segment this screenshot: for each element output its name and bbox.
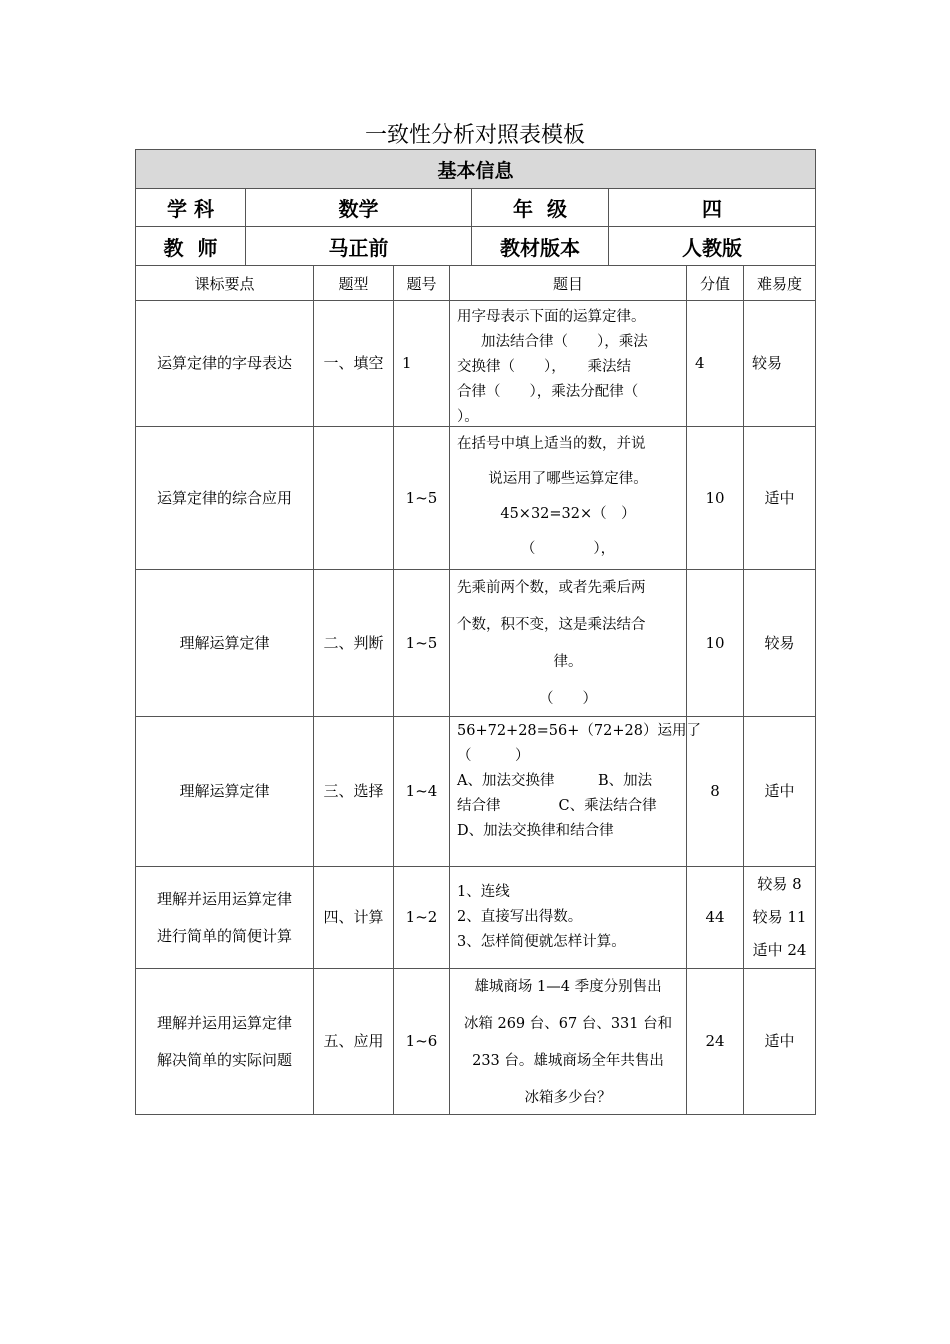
row-2-score-text: 10 bbox=[705, 488, 725, 507]
row-6-point-line: 解决简单的实际问题 bbox=[156, 1050, 292, 1069]
row-4-type-text: 三、选择 bbox=[323, 782, 384, 800]
table-row-2-type bbox=[313, 426, 394, 570]
row-1-question-line: 用字母表示下面的运算定律。 bbox=[457, 309, 646, 325]
row-4-question-line: D、加法交换律和结合律 bbox=[457, 823, 614, 839]
col-header-score bbox=[686, 265, 744, 301]
row-3-point-text: 理解运算定律 bbox=[179, 633, 270, 652]
subject-value-cell bbox=[245, 188, 472, 227]
col-header-score-text: 分值 bbox=[699, 274, 730, 293]
table-row-4-type bbox=[313, 716, 394, 867]
row-3-question-line: 律。 bbox=[553, 654, 583, 670]
basic-info-header bbox=[135, 149, 816, 189]
row-3-num-text: 1~5 bbox=[405, 633, 438, 652]
table-row-5-type bbox=[313, 866, 394, 969]
table-row-4-num bbox=[393, 716, 450, 867]
table-row-1-type bbox=[313, 300, 394, 427]
teacher-value-cell bbox=[245, 226, 472, 266]
row-2-difficulty-text: 适中 bbox=[764, 488, 795, 507]
table-row-1-difficulty bbox=[743, 300, 816, 427]
grade-value: 四 bbox=[702, 197, 722, 221]
row-4-difficulty-text: 适中 bbox=[764, 782, 795, 800]
row-3-type-text: 二、判断 bbox=[323, 633, 384, 652]
row-6-question-line: 雄城商场 1—4 季度分别售出 bbox=[474, 979, 662, 995]
col-header-point-text: 课标要点 bbox=[194, 274, 255, 293]
table-row-4-difficulty bbox=[743, 716, 816, 867]
row-5-question-line: 1、连线 bbox=[457, 884, 510, 900]
table-row-5-difficulty bbox=[743, 866, 816, 969]
table-row-6-type bbox=[313, 968, 394, 1115]
table-row-2-difficulty bbox=[743, 426, 816, 570]
col-header-difficulty-text: 难易度 bbox=[756, 274, 802, 293]
table-row-2-question bbox=[449, 426, 687, 570]
row-3-score-text: 10 bbox=[705, 633, 725, 652]
table-row-5-question bbox=[449, 866, 687, 969]
subject-label-cell bbox=[135, 188, 246, 227]
col-header-question-text: 题目 bbox=[552, 274, 583, 293]
row-5-num-text: 1~2 bbox=[405, 908, 438, 926]
col-header-num-text: 题号 bbox=[406, 274, 437, 293]
row-2-question-line: （ ）， bbox=[520, 541, 616, 557]
row-3-difficulty-text: 较易 bbox=[764, 633, 795, 652]
row-6-num-text: 1~6 bbox=[405, 1032, 438, 1050]
row-6-question-line: 233 台。雄城商场全年共售出 bbox=[472, 1053, 664, 1069]
table-row-4-point bbox=[135, 716, 314, 867]
col-header-type bbox=[313, 265, 394, 301]
row-1-point-text: 运算定律的字母表达 bbox=[156, 354, 292, 372]
row-6-score-text: 24 bbox=[705, 1032, 725, 1050]
row-6-difficulty-text: 适中 bbox=[764, 1032, 795, 1050]
row-5-point-line: 理解并运用运算定律 bbox=[156, 889, 292, 908]
row-2-question-line: 45×32=32×（ ） bbox=[500, 506, 636, 522]
teacher-label-cell bbox=[135, 226, 246, 266]
row-1-type-text: 一、填空 bbox=[323, 354, 384, 372]
table-row-6-point bbox=[135, 968, 314, 1115]
row-5-point-line: 进行简单的简便计算 bbox=[156, 926, 292, 945]
row-3-question-line: 先乘前两个数，或者先乘后两 bbox=[457, 580, 646, 596]
table-row-2-score bbox=[686, 426, 744, 570]
row-3-question-line: （ ） bbox=[539, 691, 597, 707]
table-row-6-difficulty bbox=[743, 968, 816, 1115]
col-header-point bbox=[135, 265, 314, 301]
table-row-2-point bbox=[135, 426, 314, 570]
table-row-6-question bbox=[449, 968, 687, 1115]
table-row-3-difficulty bbox=[743, 569, 816, 717]
row-5-score-text: 44 bbox=[705, 908, 725, 926]
row-1-question-line: 交换律（ ）， 乘法结 bbox=[457, 359, 631, 375]
teacher-value: 马正前 bbox=[328, 235, 389, 260]
row-1-difficulty-text: 较易 bbox=[752, 354, 783, 372]
table-row-5-num bbox=[393, 866, 450, 969]
row-4-num-text: 1~4 bbox=[405, 782, 438, 800]
edition-label: 教材版本 bbox=[500, 235, 580, 260]
col-header-num bbox=[393, 265, 450, 301]
edition-value-cell bbox=[608, 226, 816, 266]
row-2-question-line: 在括号中填上适当的数，并说 bbox=[457, 436, 646, 452]
table-row-2-num bbox=[393, 426, 450, 570]
subject-label: 学 科 bbox=[167, 197, 214, 221]
table-row-4-score bbox=[686, 716, 744, 867]
table-row-5-score bbox=[686, 866, 744, 969]
table-row-3-num bbox=[393, 569, 450, 717]
row-3-question-line: 个数，积不变，这是乘法结合 bbox=[457, 617, 646, 633]
row-4-question-line: （ ） bbox=[457, 748, 530, 764]
edition-value: 人教版 bbox=[682, 235, 742, 260]
table-row-4-question bbox=[449, 716, 701, 867]
row-1-score-text: 4 bbox=[695, 354, 705, 372]
row-5-question-line: 3、怎样简便就怎样计算。 bbox=[457, 934, 626, 950]
row-5-difficulty-line: 较易 11 bbox=[752, 908, 807, 926]
row-5-difficulty-line: 适中 24 bbox=[752, 941, 807, 959]
subject-value: 数学 bbox=[338, 197, 379, 221]
table-row-5-point bbox=[135, 866, 314, 969]
col-header-question bbox=[449, 265, 687, 301]
table-row-1-score bbox=[686, 300, 744, 427]
table-row-3-point bbox=[135, 569, 314, 717]
row-6-point-line: 理解并运用运算定律 bbox=[156, 1013, 292, 1032]
row-5-difficulty-line: 较易 8 bbox=[757, 875, 802, 893]
row-2-num-text: 1~5 bbox=[405, 488, 438, 507]
basic-info-header-text: 基本信息 bbox=[437, 159, 514, 182]
table-row-3-score bbox=[686, 569, 744, 717]
table-row-1-num bbox=[393, 300, 450, 427]
row-2-point-text: 运算定律的综合应用 bbox=[156, 488, 292, 507]
row-2-question-line: 说运用了哪些运算定律。 bbox=[488, 471, 648, 487]
table-row-6-score bbox=[686, 968, 744, 1115]
row-1-num-text: 1 bbox=[402, 354, 412, 372]
row-5-question-line: 2、直接写出得数。 bbox=[457, 909, 583, 925]
col-header-type-text: 题型 bbox=[338, 274, 369, 293]
table-row-3-question bbox=[449, 569, 687, 717]
grade-label: 年 级 bbox=[513, 197, 567, 221]
row-1-question-line: 加法结合律（ ），乘法 bbox=[481, 334, 648, 350]
table-row-3-type bbox=[313, 569, 394, 717]
row-1-question-line: 合律（ ），乘法分配律（ bbox=[457, 384, 639, 400]
row-6-type-text: 五、应用 bbox=[323, 1032, 384, 1050]
row-4-question-line: 结合律 C、乘法结合律 bbox=[457, 798, 657, 814]
grade-value-cell bbox=[608, 188, 816, 227]
table-row-1-question bbox=[449, 300, 687, 427]
row-4-point-text: 理解运算定律 bbox=[179, 782, 270, 800]
row-6-question-line: 冰箱 269 台、67 台、331 台和 bbox=[463, 1016, 673, 1032]
table-row-1-point bbox=[135, 300, 314, 427]
row-1-question-line: ）。 bbox=[457, 409, 479, 425]
col-header-difficulty bbox=[743, 265, 816, 301]
table-row-6-num bbox=[393, 968, 450, 1115]
edition-label-cell bbox=[471, 226, 609, 266]
page-title: 一致性分析对照表模板 bbox=[364, 123, 585, 148]
row-4-question-line: 56+72+28=56+（72+28）运用了 bbox=[457, 723, 701, 739]
row-6-question-line: 冰箱多少台？ bbox=[524, 1090, 612, 1106]
row-4-score-text: 8 bbox=[710, 782, 720, 800]
grade-label-cell bbox=[471, 188, 609, 227]
row-5-type-text: 四、计算 bbox=[323, 908, 384, 926]
teacher-label: 教 师 bbox=[163, 235, 218, 260]
row-4-question-line: A、加法交换律 B、加法 bbox=[457, 773, 653, 789]
